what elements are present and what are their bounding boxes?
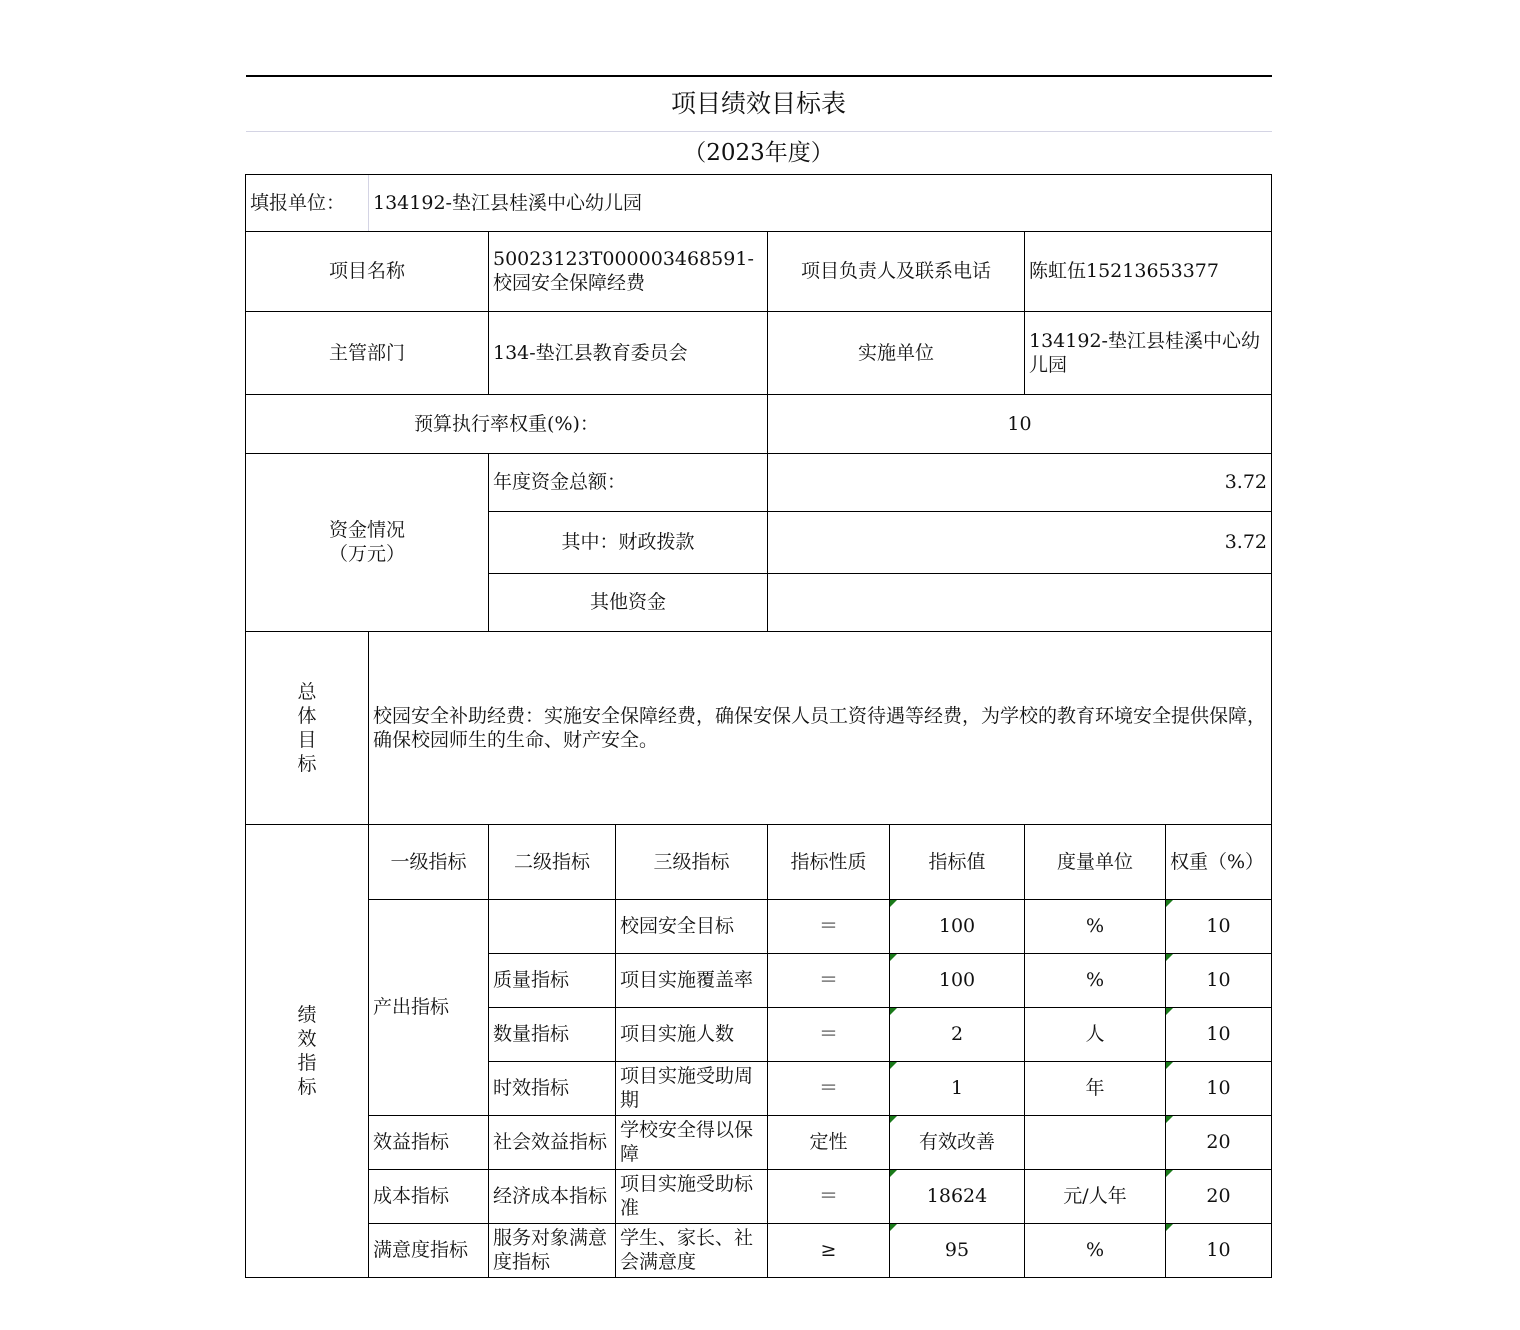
table-row	[246, 1169, 1272, 1223]
level2-cell: 数量指标	[489, 1007, 616, 1061]
level1-cell: 效益指标	[369, 1115, 489, 1169]
header-weight: 权重（%）	[1166, 824, 1272, 899]
budget-rate-value: 10	[768, 394, 1272, 453]
overall-goal-text: 校园安全补助经费：实施安全保障经费，确保安保人员工资待遇等经费，为学校的教育环境安全提供保障，确保校园师生的生命、财产安全。	[369, 631, 1272, 824]
table-row	[246, 1115, 1272, 1169]
level2-cell: 服务对象满意度指标	[489, 1223, 616, 1277]
fund-annual-value: 3.72	[768, 453, 1272, 511]
reporting-unit-label: 填报单位：	[246, 174, 369, 231]
level3-cell: 项目实施人数	[616, 1007, 768, 1061]
value-cell: 100	[890, 899, 1025, 953]
header-level3: 三级指标	[616, 824, 768, 899]
level2-cell: 时效指标	[489, 1061, 616, 1115]
weight-cell: 10	[1166, 899, 1272, 953]
fund-fiscal-value: 3.72	[768, 511, 1272, 573]
unit-cell: %	[1025, 953, 1166, 1007]
level1-cell: 满意度指标	[369, 1223, 489, 1277]
table-row	[246, 899, 1272, 953]
level2-cell: 社会效益指标	[489, 1115, 616, 1169]
reporting-unit-value: 134192-垫江县桂溪中心幼儿园	[369, 174, 1272, 231]
project-leader-label: 项目负责人及联系电话	[768, 231, 1025, 311]
budget-rate-label: 预算执行率权重(%)：	[246, 394, 768, 453]
header-nature: 指标性质	[768, 824, 890, 899]
unit-cell: %	[1025, 899, 1166, 953]
level3-cell: 校园安全目标	[616, 899, 768, 953]
header-value: 指标值	[890, 824, 1025, 899]
unit-cell: 年	[1025, 1061, 1166, 1115]
level3-cell: 学生、家长、社会满意度	[616, 1223, 768, 1277]
nature-cell: ＝	[768, 1007, 890, 1061]
overall-goal-label-text: 总体目标	[297, 680, 317, 775]
level2-cell: 质量指标	[489, 953, 616, 1007]
department-value: 134-垫江县教育委员会	[489, 311, 768, 394]
unit-cell	[1025, 1115, 1166, 1169]
overall-goal-label	[246, 631, 369, 824]
weight-cell: 10	[1166, 1061, 1272, 1115]
level1-cell: 成本指标	[369, 1169, 489, 1223]
value-cell: 100	[890, 953, 1025, 1007]
table-year: （2023年度）	[246, 131, 1272, 174]
header-unit: 度量单位	[1025, 824, 1166, 899]
fund-fiscal-label: 其中：财政拨款	[489, 511, 768, 573]
implementing-unit-label: 实施单位	[768, 311, 1025, 394]
value-cell: 95	[890, 1223, 1025, 1277]
unit-cell: %	[1025, 1223, 1166, 1277]
performance-indicator-label-text: 绩效指标	[297, 1003, 317, 1098]
value-cell: 18624	[890, 1169, 1025, 1223]
nature-cell: ＝	[768, 899, 890, 953]
level1-cell: 产出指标	[369, 899, 489, 1115]
nature-cell: 定性	[768, 1115, 890, 1169]
performance-target-table	[245, 75, 1272, 1278]
nature-cell: ≥	[768, 1223, 890, 1277]
value-cell: 有效改善	[890, 1115, 1025, 1169]
level3-cell: 项目实施受助周期	[616, 1061, 768, 1115]
project-name-label: 项目名称	[246, 231, 489, 311]
implementing-unit-value: 134192-垫江县桂溪中心幼儿园	[1025, 311, 1272, 394]
fund-label-text: 资金情况（万元）	[328, 519, 405, 565]
nature-cell: ＝	[768, 953, 890, 1007]
weight-cell: 10	[1166, 1223, 1272, 1277]
nature-cell: ＝	[768, 1061, 890, 1115]
weight-cell: 20	[1166, 1169, 1272, 1223]
level2-cell: 经济成本指标	[489, 1169, 616, 1223]
fund-other-value	[768, 573, 1272, 631]
value-cell: 2	[890, 1007, 1025, 1061]
unit-cell: 人	[1025, 1007, 1166, 1061]
fund-annual-label: 年度资金总额：	[489, 453, 768, 511]
weight-cell: 10	[1166, 953, 1272, 1007]
weight-cell: 20	[1166, 1115, 1272, 1169]
project-name-value: 50023123T000003468591-校园安全保障经费	[489, 231, 768, 311]
fund-other-label: 其他资金	[489, 573, 768, 631]
header-level2: 二级指标	[489, 824, 616, 899]
nature-cell: ＝	[768, 1169, 890, 1223]
table-title: 项目绩效目标表	[246, 76, 1272, 131]
level3-cell: 学校安全得以保障	[616, 1115, 768, 1169]
department-label: 主管部门	[246, 311, 489, 394]
performance-indicator-label	[246, 824, 369, 1277]
value-cell: 1	[890, 1061, 1025, 1115]
unit-cell: 元/人年	[1025, 1169, 1166, 1223]
level3-cell: 项目实施受助标准	[616, 1169, 768, 1223]
level3-cell: 项目实施覆盖率	[616, 953, 768, 1007]
header-level1: 一级指标	[369, 824, 489, 899]
project-leader-value: 陈虹伍15213653377	[1025, 231, 1272, 311]
fund-section-label	[246, 453, 489, 631]
table-row	[246, 1223, 1272, 1277]
weight-cell: 10	[1166, 1007, 1272, 1061]
level2-cell	[489, 899, 616, 953]
